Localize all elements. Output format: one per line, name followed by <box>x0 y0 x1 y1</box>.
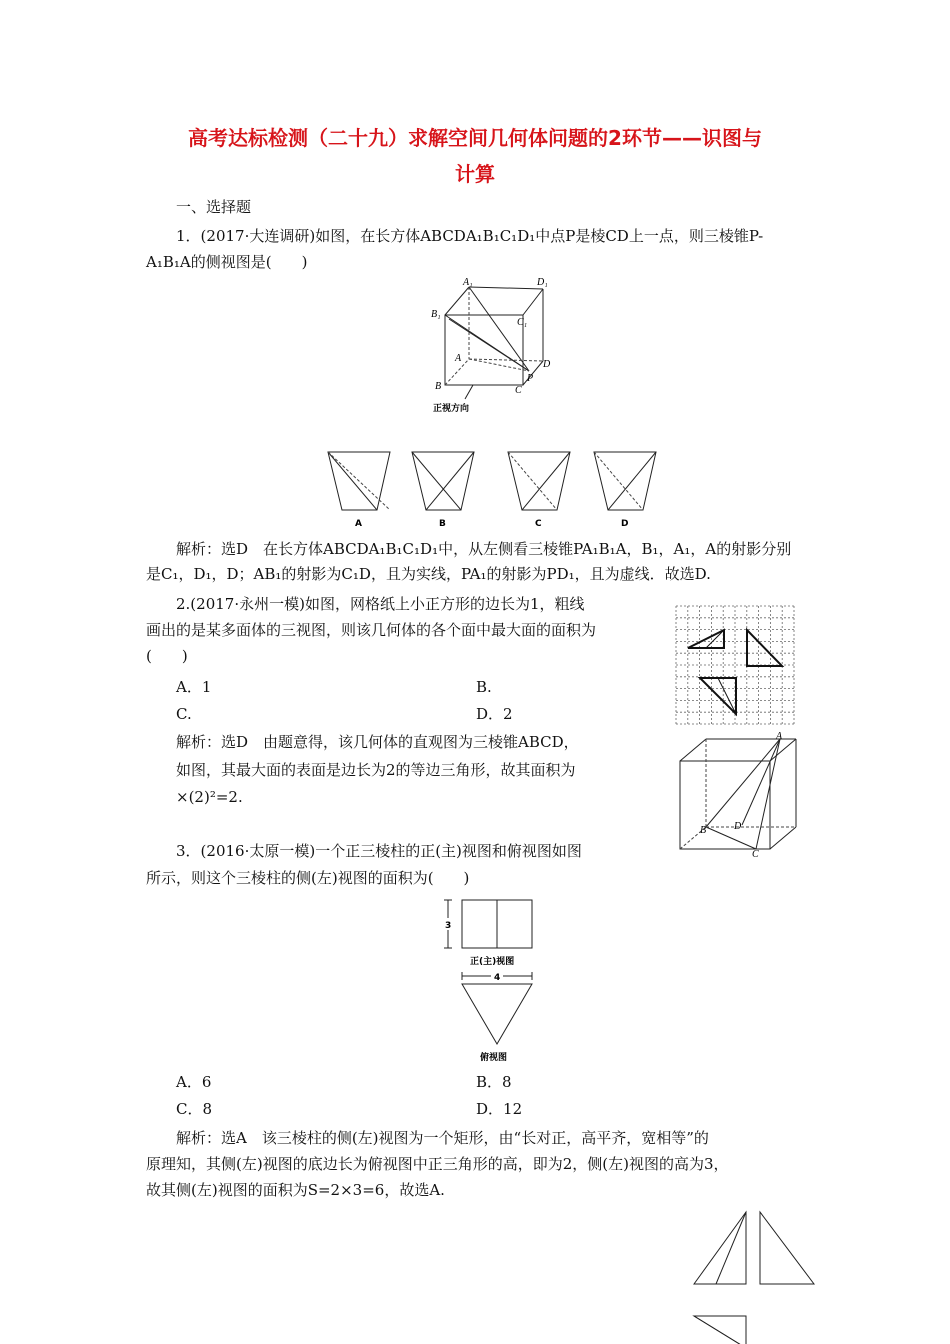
q3-height-dimension: 3 <box>445 921 452 931</box>
title-line-2: 计算 <box>455 162 495 186</box>
q2-solution-line-3: ×(2)²=2. <box>176 788 243 806</box>
q3-front-and-top-views <box>436 896 546 1068</box>
q3-option-D: D．12 <box>476 1100 523 1118</box>
q1-vertex-B1: B₁ <box>431 309 441 320</box>
q2-line-3: ( ) <box>146 647 188 665</box>
q3-option-B: B．8 <box>476 1073 512 1091</box>
q2-cube-vertex-D: D <box>734 821 742 832</box>
q3-option-A: A．6 <box>176 1073 212 1091</box>
q2-cube-vertex-A: A <box>776 731 783 742</box>
q2-solution-line-2: 如图，其最大面的表面是边长为2的等边三角形，故其面积为 <box>176 761 576 779</box>
q1-vertex-B: B <box>435 381 442 392</box>
q1-option-figures <box>320 448 670 530</box>
q3-solution-line-1: 解析：选A 该三棱柱的侧(左)视图为一个矩形，由“长对正，高平齐，宽相等”的 <box>176 1129 709 1147</box>
q1-vertex-P: P <box>527 373 534 384</box>
section-heading: 一、选择题 <box>176 198 252 216</box>
q2-option-D: D．2 <box>476 705 513 723</box>
q1-option-D-label: D <box>621 519 629 529</box>
q3-solution-line-3: 故其侧(左)视图的面积为S=2×3=6，故选A. <box>146 1181 445 1199</box>
q1-solution-line-2: 是C₁，D₁，D；AB₁的射影为C₁D，且为实线，PA₁的射影为PD₁，且为虚线．故选D. <box>146 565 711 583</box>
q1-option-A-label: A <box>355 519 362 529</box>
q3-option-C: C．8 <box>176 1100 213 1118</box>
q1-vertex-C: C <box>515 385 522 396</box>
q1-vertex-C1: C₁ <box>517 317 528 328</box>
title-line-1: 高考达标检测（二十九）求解空间几何体问题的2环节——识图与 <box>188 126 762 150</box>
q2-cube-vertex-B: B <box>700 825 707 836</box>
q1-line-2: A₁B₁A的侧视图是( ) <box>146 253 308 271</box>
q2-cube-vertex-C: C <box>752 849 759 860</box>
q1-view-direction-caption: 正视方向 <box>433 404 470 414</box>
q2-line-1: 2.(2017·永州一模)如图，网格纸上小正方形的边长为1，粗线 <box>176 595 585 613</box>
q2-solution-line-1: 解析：选D 由题意得，该几何体的直观图为三棱锥ABCD， <box>176 733 579 751</box>
document-title <box>140 120 810 192</box>
q1-solution-line-1: 解析：选D 在长方体ABCDA₁B₁C₁D₁中，从左侧看三棱锥PA₁B₁A，B₁，A₁，A的射影分别 <box>176 540 792 558</box>
q3-line-2: 所示，则这个三棱柱的侧(左)视图的面积为( ) <box>146 869 470 887</box>
q2-line-2: 画出的是某多面体的三视图，则该几何体的各个面中最大面的面积为 <box>146 621 597 639</box>
q1-vertex-A1: A₁ <box>463 277 473 288</box>
q3-line-1: 3．(2016·太原一模)一个正三棱柱的正(主)视图和俯视图如图 <box>176 842 582 860</box>
q2-grid-three-view <box>676 606 806 736</box>
next-question-three-view-figure <box>688 1208 828 1344</box>
q1-option-C-label: C <box>535 519 542 529</box>
q2-option-C: C. <box>176 705 192 723</box>
q3-top-view-caption: 俯视图 <box>480 1053 508 1063</box>
q3-width-dimension: 4 <box>494 973 501 983</box>
q2-option-B: B. <box>476 678 492 696</box>
q1-vertex-D1: D₁ <box>537 277 548 288</box>
q3-front-view-caption: 正(主)视图 <box>470 957 515 967</box>
q1-cuboid-figure <box>425 275 565 415</box>
q3-solution-line-2: 原理知，其侧(左)视图的底边长为俯视图中正三角形的高，即为2，侧(左)视图的高为3， <box>146 1155 729 1173</box>
q1-line-1: 1．(2017·大连调研)如图，在长方体ABCDA₁B₁C₁D₁中点P是棱CD上一点，则三棱锥P- <box>176 227 764 245</box>
q1-vertex-D: D <box>543 359 551 370</box>
q1-option-B-label: B <box>439 519 446 529</box>
q2-option-A: A．1 <box>176 678 212 696</box>
q1-vertex-A: A <box>455 353 462 364</box>
q2-cube-figure <box>676 731 806 860</box>
